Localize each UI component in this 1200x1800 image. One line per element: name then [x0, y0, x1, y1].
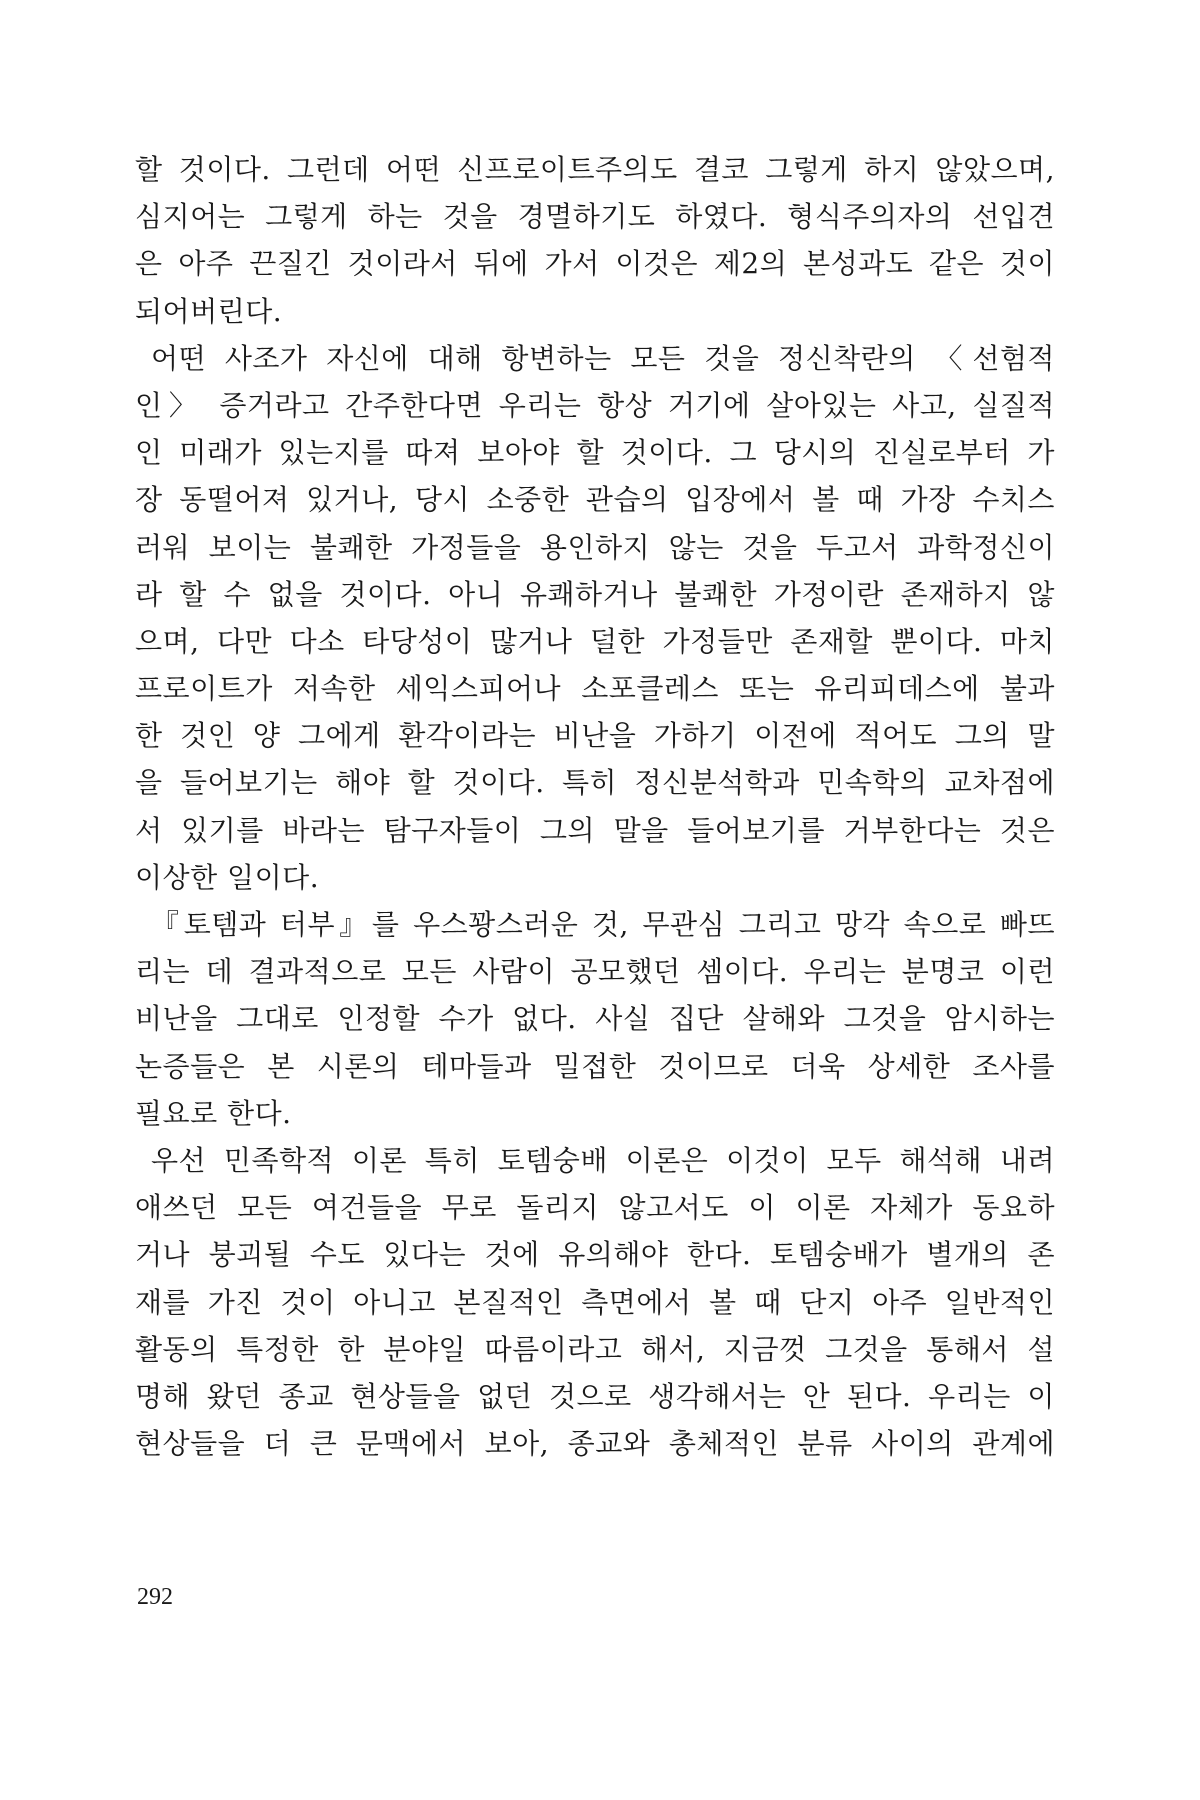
text-line: 인 미래가 있는지를 따져 보아야 할 것이다. 그 당시의 진실로부터 가	[135, 436, 1055, 470]
text-line: 러워 보이는 불쾌한 가정들을 용인하지 않는 것을 두고서 과학정신이	[135, 530, 1055, 564]
text-line: 거나 붕괴될 수도 있다는 것에 유의해야 한다. 토템숭배가 별개의 존	[135, 1238, 1055, 1272]
text-line: 우선 민족학적 이론 특히 토템숭배 이론은 이것이 모두 해석해 내려	[151, 1143, 1055, 1177]
text-line: 필요로 한다.	[135, 1096, 292, 1130]
text-line: 을 들어보기는 해야 할 것이다. 특히 정신분석학과 민속학의 교차점에	[135, 766, 1055, 800]
text-line: 현상들을 더 큰 문맥에서 보아, 종교와 총체적인 분류 사이의 관계에	[135, 1427, 1055, 1461]
text-line: 활동의 특정한 한 분야일 따름이라고 해서, 지금껏 그것을 통해서 설	[135, 1332, 1055, 1366]
text-line: 논증들은 본 시론의 테마들과 밀접한 것이므로 더욱 상세한 조사를	[135, 1049, 1055, 1083]
text-line: 애쓰던 모든 여건들을 무로 돌리지 않고서도 이 이론 자체가 동요하	[135, 1191, 1055, 1225]
text-line: 서 있기를 바라는 탐구자들이 그의 말을 들어보기를 거부한다는 것은	[135, 813, 1055, 847]
text-line: 리는 데 결과적으로 모든 사람이 공모했던 셈이다. 우리는 분명코 이런	[135, 955, 1055, 989]
text-line: 은 아주 끈질긴 것이라서 뒤에 가서 이것은 제2의 본성과도 같은 것이	[135, 247, 1055, 281]
text-line: 『토템과 터부』를 우스꽝스러운 것, 무관심 그리고 망각 속으로 빠뜨	[151, 908, 1055, 941]
page-number: 292	[137, 1584, 173, 1610]
text-line: 으며, 다만 다소 타당성이 많거나 덜한 가정들만 존재할 뿐이다. 마치	[135, 624, 1055, 658]
text-line: 라 할 수 없을 것이다. 아니 유쾌하거나 불쾌한 가정이란 존재하지 않	[135, 577, 1055, 611]
text-line: 이상한 일이다.	[135, 860, 320, 894]
text-line: 심지어는 그렇게 하는 것을 경멸하기도 하였다. 형식주의자의 선입견	[135, 200, 1055, 234]
text-line: 비난을 그대로 인정할 수가 없다. 사실 집단 살해와 그것을 암시하는	[135, 1002, 1055, 1036]
text-line: 어떤 사조가 자신에 대해 항변하는 모든 것을 정신착란의 〈선험적	[151, 341, 1055, 375]
text-line: 한 것인 양 그에게 환각이라는 비난을 가하기 이전에 적어도 그의 말	[135, 719, 1055, 753]
body-text	[135, 146, 1055, 1467]
text-line: 장 동떨어져 있거나, 당시 소중한 관습의 입장에서 볼 때 가장 수치스	[135, 483, 1055, 517]
text-line: 명해 왔던 종교 현상들을 없던 것으로 생각해서는 안 된다. 우리는 이	[135, 1379, 1055, 1413]
text-line: 인〉 증거라고 간주한다면 우리는 항상 거기에 살아있는 사고, 실질적	[135, 388, 1055, 422]
text-line: 되어버린다.	[135, 294, 283, 328]
text-line: 재를 가진 것이 아니고 본질적인 측면에서 볼 때 단지 아주 일반적인	[135, 1285, 1055, 1319]
text-line: 프로이트가 저속한 세익스피어나 소포클레스 또는 유리피데스에 불과	[135, 672, 1055, 706]
text-line: 할 것이다. 그런데 어떤 신프로이트주의도 결코 그렇게 하지 않았으며,	[135, 153, 1055, 186]
